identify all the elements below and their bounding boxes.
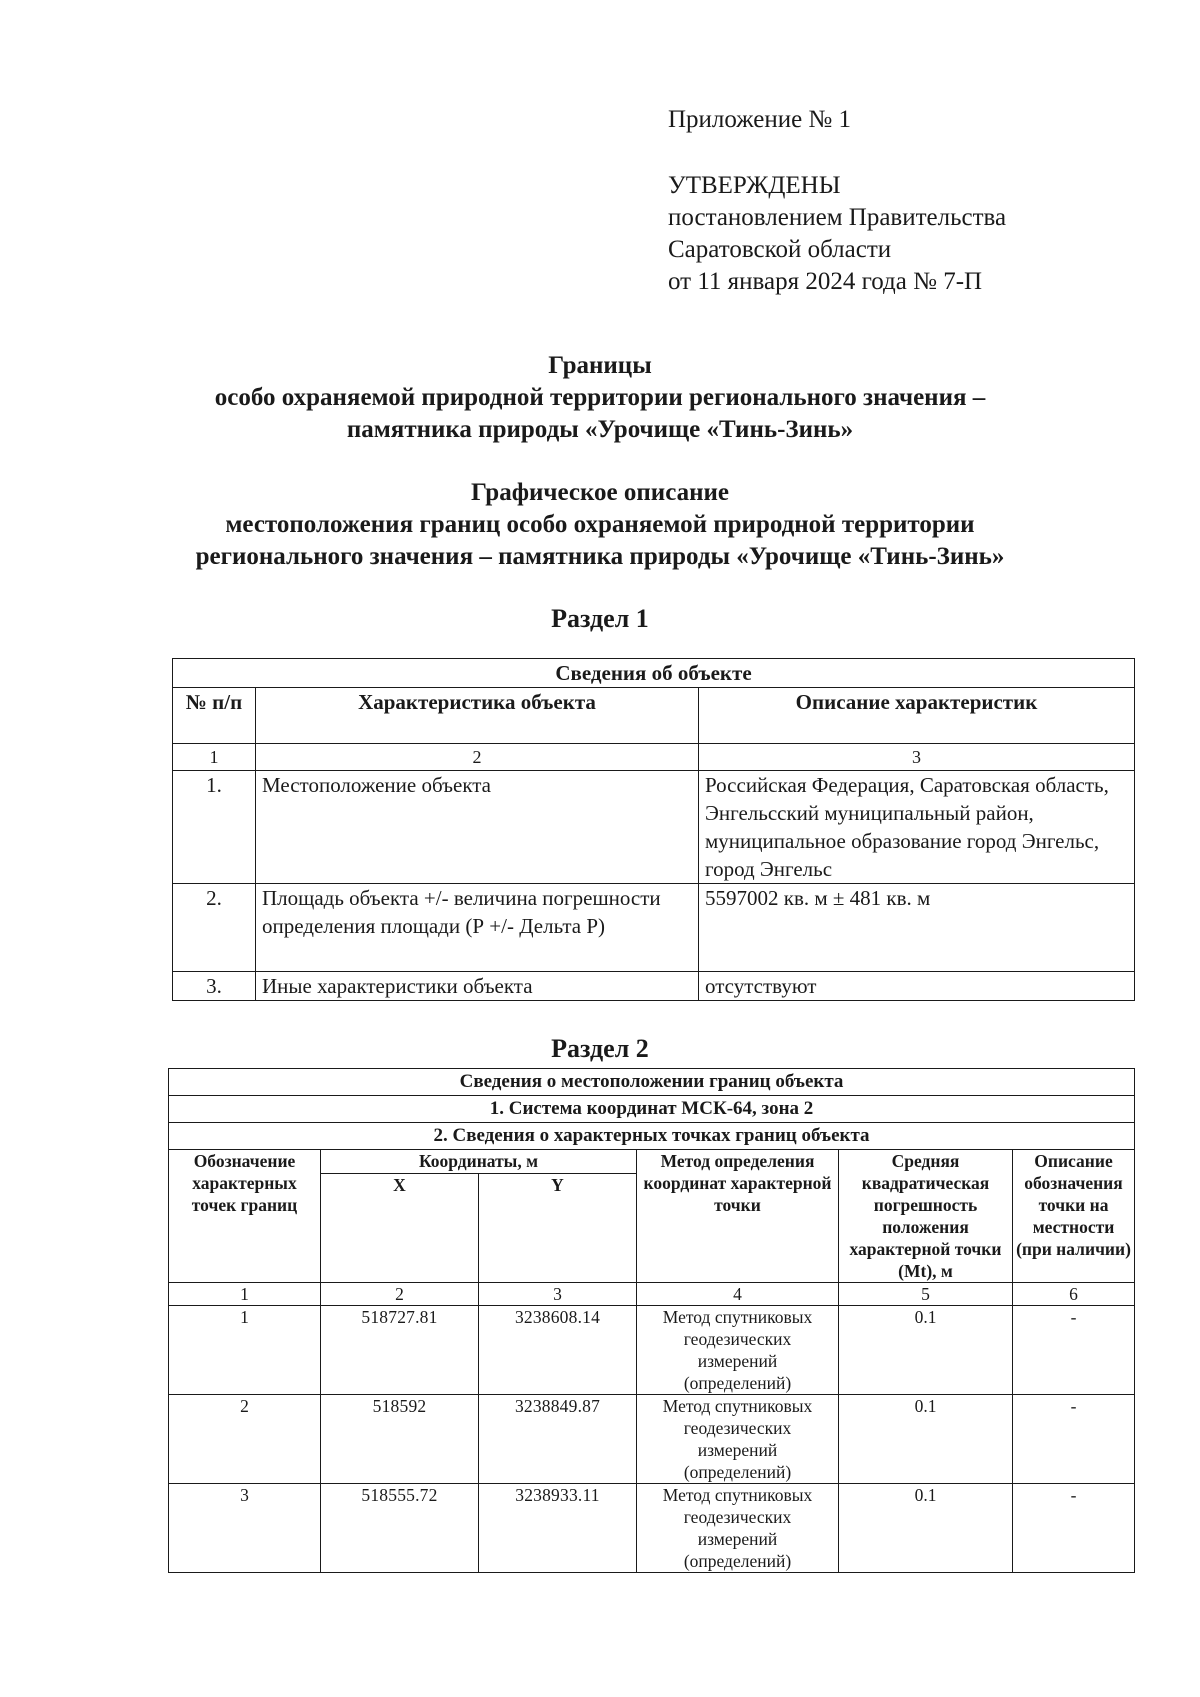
row-characteristic: Местоположение объекта: [256, 771, 699, 884]
header-x: X: [321, 1173, 479, 1282]
approved-region: Саратовской области: [668, 236, 892, 263]
subtitle-line-2: местоположения границ особо охраняемой природной территории: [225, 511, 975, 538]
table-row: [169, 1306, 1135, 1395]
header-characteristic: Характеристика объекта: [256, 688, 699, 744]
coord-y: 3238608.14: [479, 1306, 637, 1395]
coord-y: 3238933.11: [479, 1484, 637, 1573]
point-description: -: [1013, 1306, 1135, 1395]
row-description: Российская Федерация, Саратовская область, Энгельсский муниципальный район, муниципальное образование город Энгельс, город Энгельс: [699, 771, 1135, 884]
column-number: 1: [173, 744, 256, 771]
header-y: Y: [479, 1173, 637, 1282]
header-no: № п/п: [173, 688, 256, 744]
coord-x: 518592: [321, 1395, 479, 1484]
coordinate-system-caption: 1. Система координат МСК-64, зона 2: [169, 1096, 1135, 1123]
header-description: Описание характеристик: [699, 688, 1135, 744]
document-subtitle: [0, 477, 1200, 573]
header-point: Обозначение характерных точек границ: [169, 1150, 321, 1283]
header-error: Средняя квадратическая погрешность положения характерной точки (Mt), м: [839, 1150, 1013, 1283]
section-1-heading: Раздел 1: [551, 604, 649, 633]
title-line-3: памятника природы «Урочище «Тинь-Зинь»: [346, 416, 854, 443]
point-number: 2: [169, 1395, 321, 1484]
boundary-points-table: [168, 1068, 1135, 1573]
point-method: Метод спутниковых геодезических измерений (определений): [637, 1395, 839, 1484]
approved-date: от 11 января 2024 года № 7-П: [668, 268, 983, 295]
coord-y: 3238849.87: [479, 1395, 637, 1484]
point-description: -: [1013, 1484, 1135, 1573]
point-error: 0.1: [839, 1395, 1013, 1484]
approved-label: УТВЕРЖДЕНЫ: [668, 172, 841, 199]
header-method: Метод определения координат характерной точки: [637, 1150, 839, 1283]
title-line-1: Границы: [548, 352, 652, 379]
point-description: -: [1013, 1395, 1135, 1484]
row-description: отсутствуют: [699, 972, 1135, 1001]
approval-block: [668, 170, 1006, 298]
subtitle-line-1: Графическое описание: [470, 479, 730, 506]
column-number: 3: [699, 744, 1135, 771]
section-2-heading: Раздел 2: [551, 1034, 649, 1063]
document-title: [0, 350, 1200, 446]
point-method: Метод спутниковых геодезических измерений (определений): [637, 1306, 839, 1395]
point-number: 1: [169, 1306, 321, 1395]
row-number: 3.: [173, 972, 256, 1001]
table-row: [173, 771, 1135, 884]
row-description: 5597002 кв. м ± 481 кв. м: [699, 884, 1135, 972]
object-info-caption: Сведения об объекте: [173, 659, 1135, 688]
row-characteristic: Иные характеристики объекта: [256, 972, 699, 1001]
column-number: 4: [637, 1283, 839, 1306]
column-number: 3: [479, 1283, 637, 1306]
header-coordinates: Координаты, м: [321, 1150, 637, 1174]
coord-x: 518727.81: [321, 1306, 479, 1395]
approved-by: постановлением Правительства: [668, 204, 1007, 231]
subtitle-line-3: регионального значения – памятника природы «Урочище «Тинь-Зинь»: [195, 543, 1005, 570]
column-number: 2: [256, 744, 699, 771]
row-number: 2.: [173, 884, 256, 972]
point-method: Метод спутниковых геодезических измерений (определений): [637, 1484, 839, 1573]
point-error: 0.1: [839, 1306, 1013, 1395]
location-caption: Сведения о местоположении границ объекта: [169, 1069, 1135, 1096]
header-point-description: Описание обозначения точки на местности (при наличии): [1013, 1150, 1135, 1283]
coord-x: 518555.72: [321, 1484, 479, 1573]
object-info-table: [172, 658, 1135, 1001]
row-characteristic: Площадь объекта +/- величина погрешности определения площади (Р +/- Дельта Р): [256, 884, 699, 972]
point-error: 0.1: [839, 1484, 1013, 1573]
point-number: 3: [169, 1484, 321, 1573]
title-line-2: особо охраняемой природной территории регионального значения –: [214, 384, 986, 411]
points-caption: 2. Сведения о характерных точках границ объекта: [169, 1123, 1135, 1150]
annex-label: Приложение № 1: [668, 106, 852, 133]
column-number: 5: [839, 1283, 1013, 1306]
table-row: [173, 972, 1135, 1001]
row-number: 1.: [173, 771, 256, 884]
column-number: 1: [169, 1283, 321, 1306]
table-row: [169, 1484, 1135, 1573]
column-number: 6: [1013, 1283, 1135, 1306]
table-row: [173, 884, 1135, 972]
column-number: 2: [321, 1283, 479, 1306]
table-row: [169, 1395, 1135, 1484]
